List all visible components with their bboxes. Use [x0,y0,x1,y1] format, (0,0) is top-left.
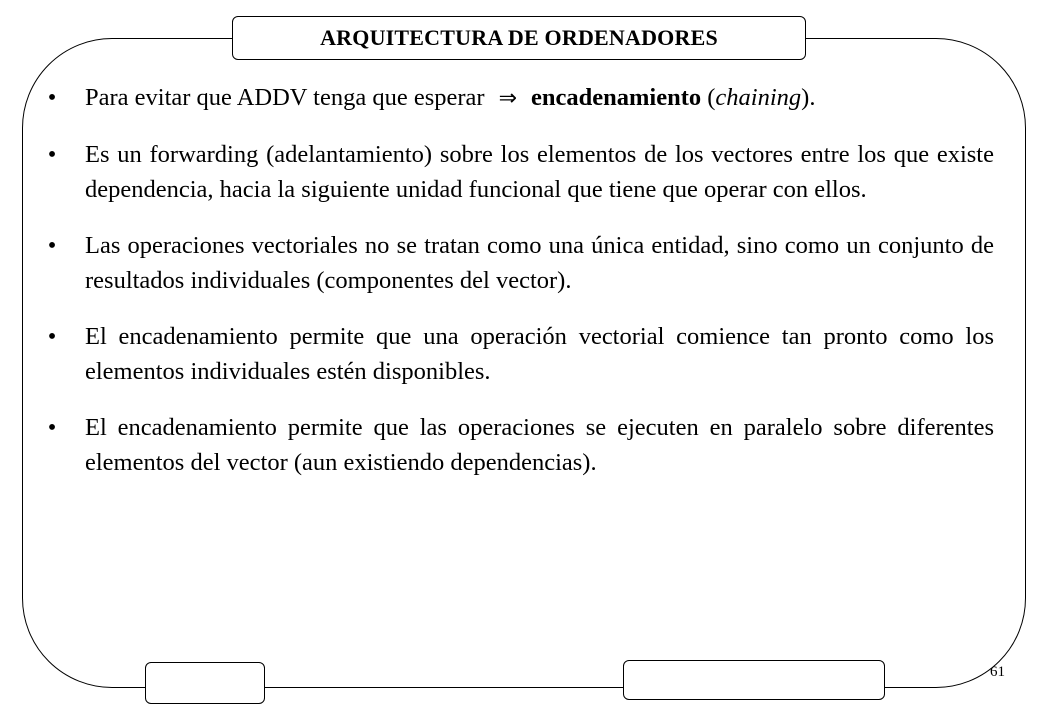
footer-right-box [623,660,885,700]
slide-title [232,16,806,60]
bullet-item-forwarding [42,137,994,208]
page-number: 61 [990,664,1005,680]
slide-title-text: ARQUITECTURA DE ORDENADORES [320,25,718,50]
bullet-text: Es un forwarding (adelantamiento) sobre los elementos de los vectores entre los que existe dependencia, hacia la siguiente unidad funcional que tiene que operar con ellos. [85,140,994,203]
bullet-marker: • [47,322,57,350]
bullet-text: Las operaciones vectoriales no se tratan como una única entidad, sino como un conjunto de resultados individuales (componentes del vector). [85,231,994,294]
italic-term: chaining [715,84,802,111]
bullet-marker: • [47,413,57,441]
bullet-text: Para evitar que ADDV tenga que esperar [85,84,485,111]
implies-arrow-icon: ⇒ [498,86,517,111]
bullet-item-parallel [42,410,994,481]
bullet-item-chaining [42,80,994,117]
bold-term: encadenamiento [531,84,702,111]
bullet-text: El encadenamiento permite que las operaciones se ejecuten en paralelo sobre diferentes elementos del vector (aun existiendo dependencias). [85,413,994,476]
bullet-list [42,80,994,501]
bullet-item-vector-operations [42,228,994,299]
bullet-item-start-early [42,319,994,390]
footer-left-box [145,662,265,704]
bullet-text: El encadenamiento permite que una operación vectorial comience tan pronto como los elementos individuales estén disponibles. [85,322,994,385]
paren-close: ). [801,84,816,111]
bullet-marker: • [47,231,57,259]
paren-open: ( [707,84,716,111]
bullet-marker: • [47,140,57,168]
bullet-marker: • [47,84,57,111]
